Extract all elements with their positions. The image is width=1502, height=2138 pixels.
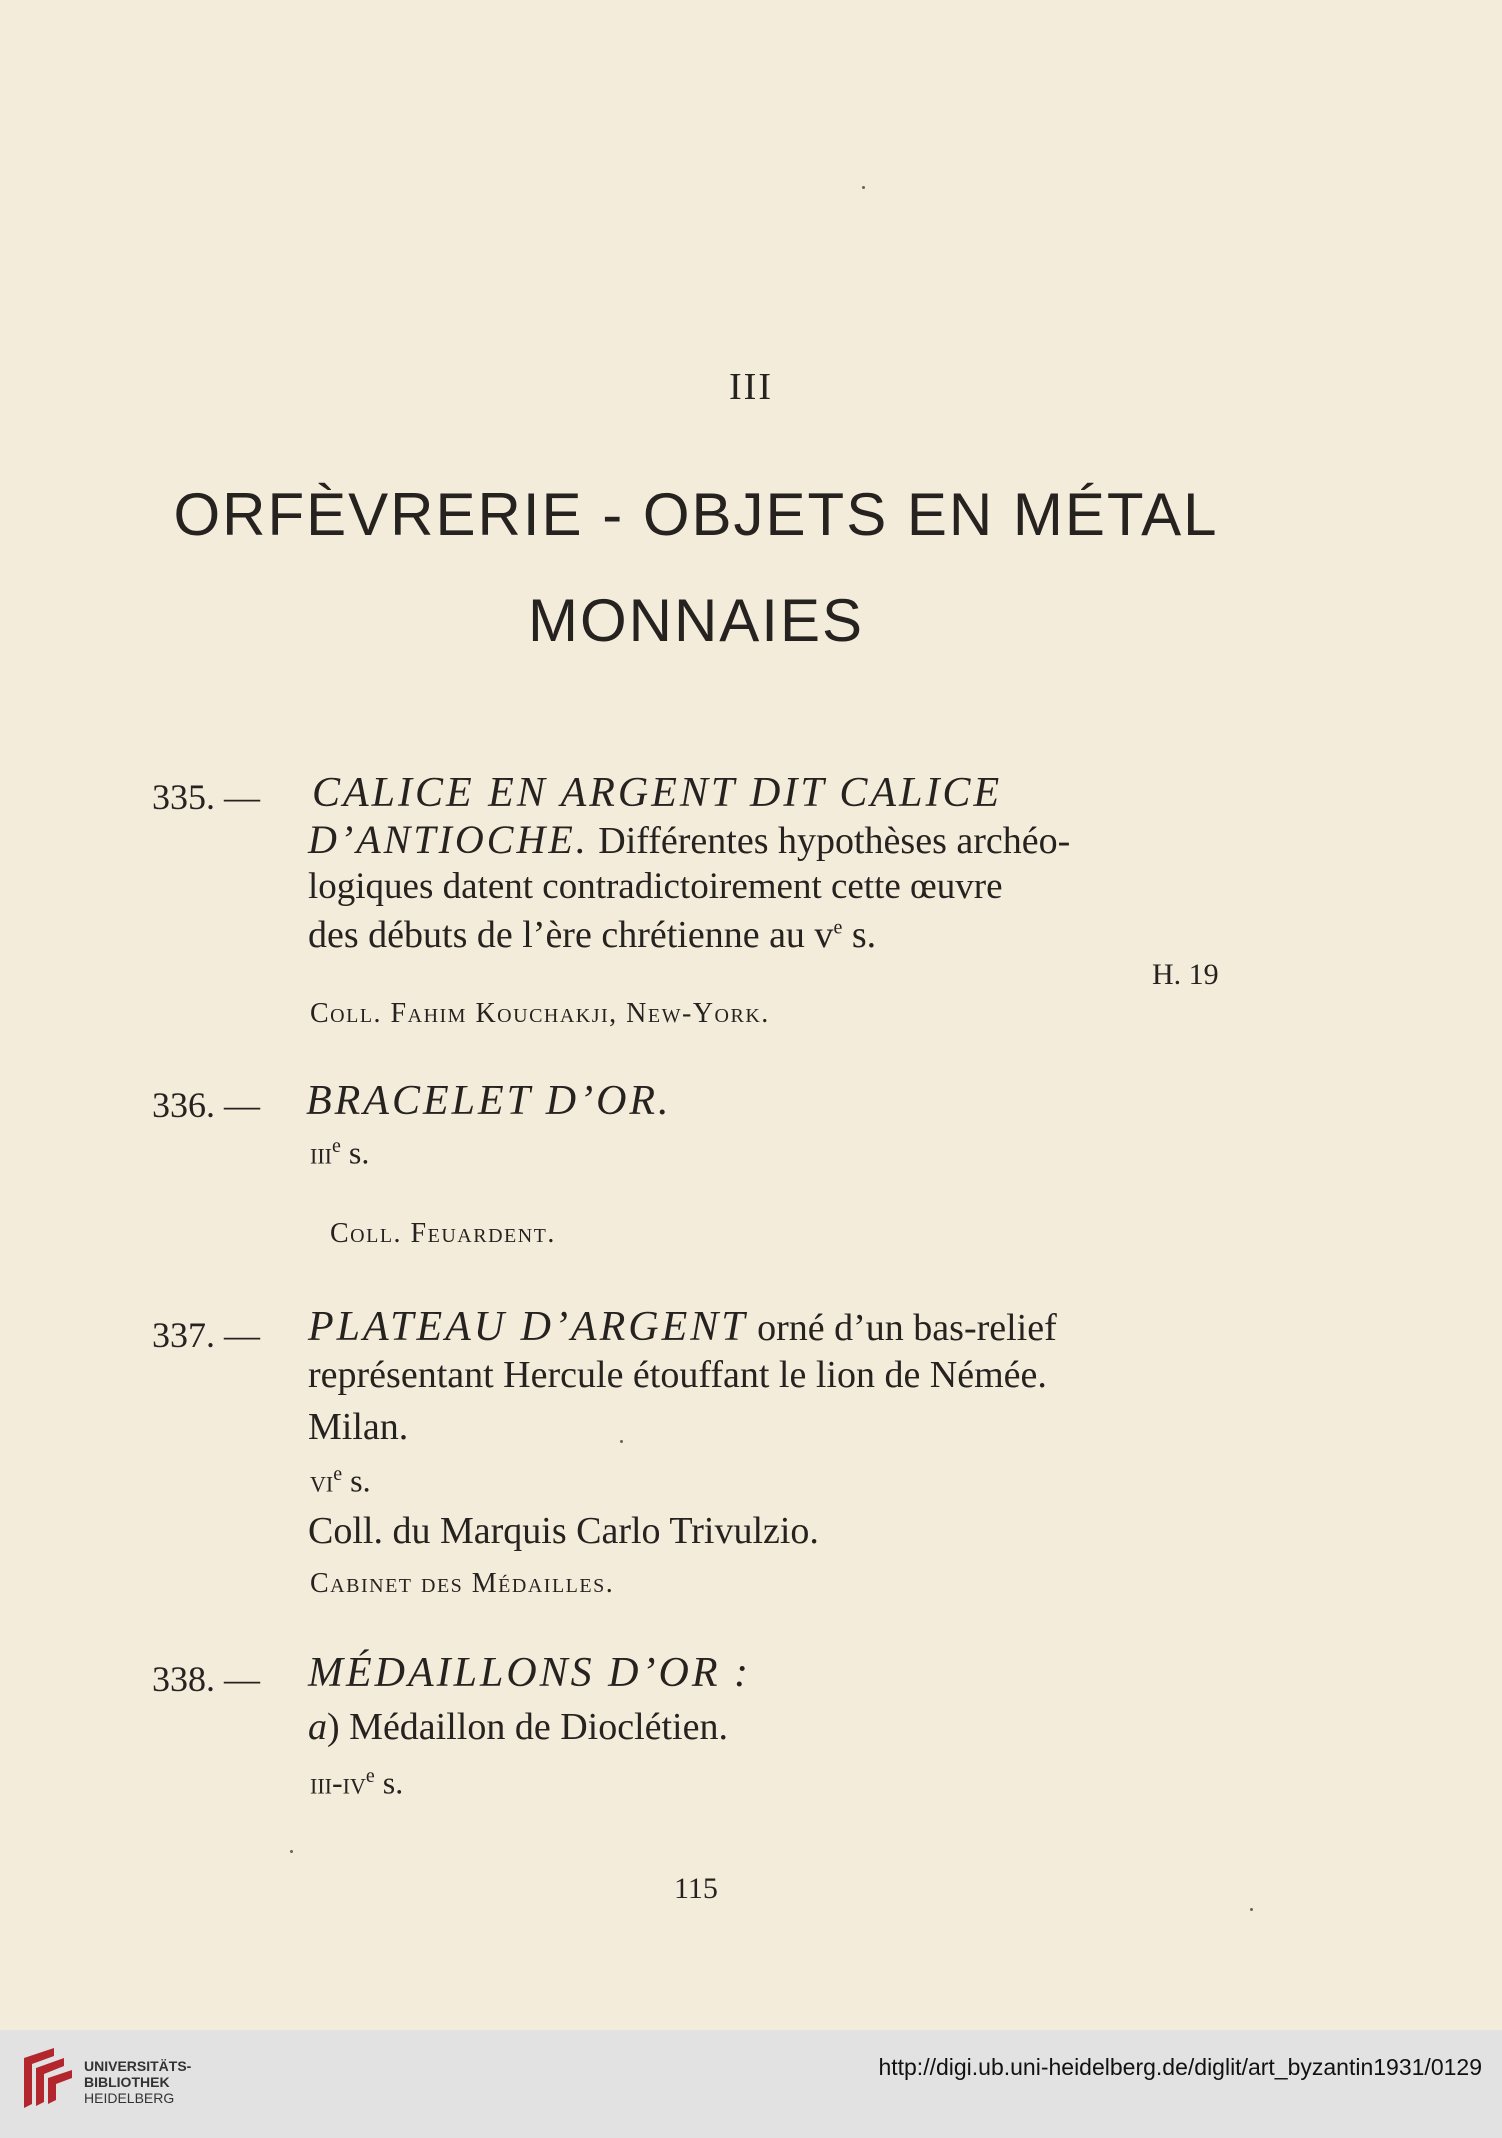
entry-336-century: iii$^e$ s. bbox=[310, 1134, 370, 1171]
entry-337-number: 337. — bbox=[152, 1315, 260, 1355]
entry-335-line3: logiques datent contradictoirement cette œuvre bbox=[308, 866, 1003, 907]
entry-335-title-line1: CALICE EN ARGENT DIT CALICE bbox=[312, 770, 1003, 816]
entry-336-title: BRACELET D’OR. bbox=[306, 1078, 672, 1124]
entry-337-line2: représentant Hercule étouffant le lion de Némée. bbox=[308, 1354, 1047, 1396]
library-footer bbox=[0, 2030, 1502, 2138]
library-logo-icon[interactable] bbox=[18, 2044, 76, 2112]
paper-speck bbox=[620, 1440, 623, 1443]
paper-speck bbox=[1250, 1908, 1253, 1911]
entry-335-height: H. 19 bbox=[1152, 958, 1219, 991]
entry-338-century: iii-$iv^e$ s. bbox=[310, 1764, 404, 1801]
entry-337-line3: Milan. bbox=[308, 1406, 409, 1448]
paper-speck bbox=[862, 186, 865, 189]
entry-337-collection: Cabinet des Médailles. bbox=[310, 1568, 615, 1599]
entry-338-item-a: a) Médaillon de Dioclétien. bbox=[308, 1706, 728, 1748]
entry-335-line4: des débuts de l’ère chrétienne au $v^e$ s. bbox=[308, 914, 877, 956]
entry-336-number: 336. — bbox=[152, 1085, 260, 1125]
entry-335-number: 335. — bbox=[152, 777, 260, 817]
section-title-line2: MONNAIES bbox=[527, 587, 865, 654]
entry-338-title: MÉDAILLONS D’OR : bbox=[308, 1650, 751, 1696]
entry-337-line1: PLATEAU D’ARGENT orné d’un bas-relief bbox=[308, 1304, 1057, 1350]
entry-337-owner: Coll. du Marquis Carlo Trivulzio. bbox=[308, 1510, 819, 1552]
section-number: III bbox=[729, 366, 773, 408]
entry-335-line2: D’ANTIOCHE. Différentes hypothèses archéo- bbox=[308, 817, 1071, 862]
library-logo-text: UNIVERSITÄTS- BIBLIOTHEK HEIDELBERG bbox=[84, 2058, 192, 2106]
entry-335-collection: Coll. Fahim Kouchakji, New-York. bbox=[310, 998, 770, 1029]
entry-338-number: 338. — bbox=[152, 1659, 260, 1699]
section-title-line1: ORFÈVRERIE - OBJETS EN MÉTAL bbox=[173, 481, 1219, 548]
permalink-url[interactable]: http://digi.ub.uni-heidelberg.de/diglit/art_byzantin1931/0129 bbox=[878, 2054, 1482, 2080]
page-number: 115 bbox=[674, 1872, 718, 1905]
entry-336-collection: Coll. Feuardent. bbox=[330, 1218, 556, 1249]
paper-speck bbox=[290, 1850, 293, 1853]
entry-337-century: $vi^e$ s. bbox=[310, 1462, 371, 1499]
